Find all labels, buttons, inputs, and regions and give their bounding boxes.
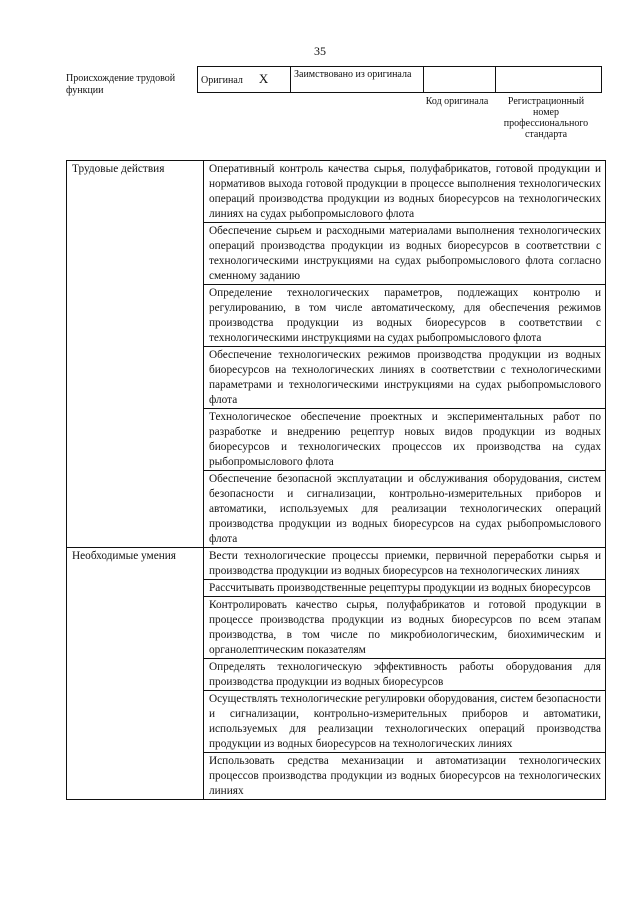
section-item: Рассчитывать производственные рецептуры продукции из водных биоресурсов <box>204 580 606 597</box>
section-item: Использовать средства механизации и автоматизации технологических процессов производства продукции из водных биоресурсов на технологических линиях <box>204 753 606 800</box>
section-item: Контролировать качество сырья, полуфабрикатов и готовой продукции в процессе производства продукции из водных биоресурсов по всем этапам производства, в том числе по микробиологическим, биохимическим и органолептическим показателям <box>204 597 606 659</box>
section-item: Технологическое обеспечение проектных и экспериментальных работ по разработке и внедрению рецептур новых видов продукции из водных биоресурсов и технологических процессов их производства на судах рыбопромыслового флота <box>204 409 606 471</box>
table-row <box>67 161 606 223</box>
section-item: Вести технологические процессы приемки, первичной переработки сырья и производства продукции из водных биоресурсов на технологических линиях <box>204 548 606 580</box>
table-row <box>67 548 606 580</box>
function-table <box>66 160 606 800</box>
section-item: Обеспечение сырьем и расходными материалами выполнения технологических операций производства продукции из водных биоресурсов в соответствии с технологическими инструкциями на судах рыбопромыслового флота согласно сменному заданию <box>204 223 606 285</box>
section-title: Необходимые умения <box>67 548 204 800</box>
reg-number-cell <box>496 67 602 93</box>
reg-number-caption: Регистрационный номер профессионального стандарта <box>503 96 589 140</box>
section-item: Оперативный контроль качества сырья, полуфабрикатов, готовой продукции и нормативов выхода готовой продукции в процессе выполнения технологических операций производства продукции из водных биоресурсов на технологических линиях на судах рыбопромыслового флота <box>204 161 606 223</box>
section-item: Обеспечение технологических режимов производства продукции из водных биоресурсов на технологических линиях в соответствии с технологическими параметрами и технологическими инструкциями на судах рыбопромыслового флота <box>204 347 606 409</box>
original-cell <box>198 67 291 93</box>
section-item: Обеспечение безопасной эксплуатации и обслуживания оборудования, систем безопасности и сигнализации, контрольно-измерительных приборов и автоматики, используемых для реализации технологических операций производства продукции из водных биоресурсов на судах рыбопромыслового флота <box>204 471 606 548</box>
original-mark: X <box>258 71 269 86</box>
origin-table <box>197 66 602 93</box>
code-caption: Код оригинала <box>425 96 489 107</box>
borrowed-label: Заимствовано из оригинала <box>294 69 412 80</box>
page-number: 35 <box>314 44 326 58</box>
section-item: Осуществлять технологические регулировки оборудования, систем безопасности и сигнализации, контрольно-измерительных приборов и автоматики, используемых для реализации технологических операций производства продукции из водных биоресурсов на технологических линиях <box>204 691 606 753</box>
borrowed-cell <box>291 67 424 93</box>
original-label: Оригинал <box>201 75 243 86</box>
section-title: Трудовые действия <box>67 161 204 548</box>
code-cell <box>424 67 496 93</box>
origin-label: Происхождение трудовой функции <box>66 73 176 96</box>
section-item: Определять технологическую эффективность работы оборудования для производства продукции из водных биоресурсов <box>204 659 606 691</box>
section-item: Определение технологических параметров, подлежащих контролю и регулированию, в том числе автоматическому, для обеспечения режимов производства продукции из водных биоресурсов в соответствии с технологическими инструкциями на судах рыбопромыслового флота <box>204 285 606 347</box>
